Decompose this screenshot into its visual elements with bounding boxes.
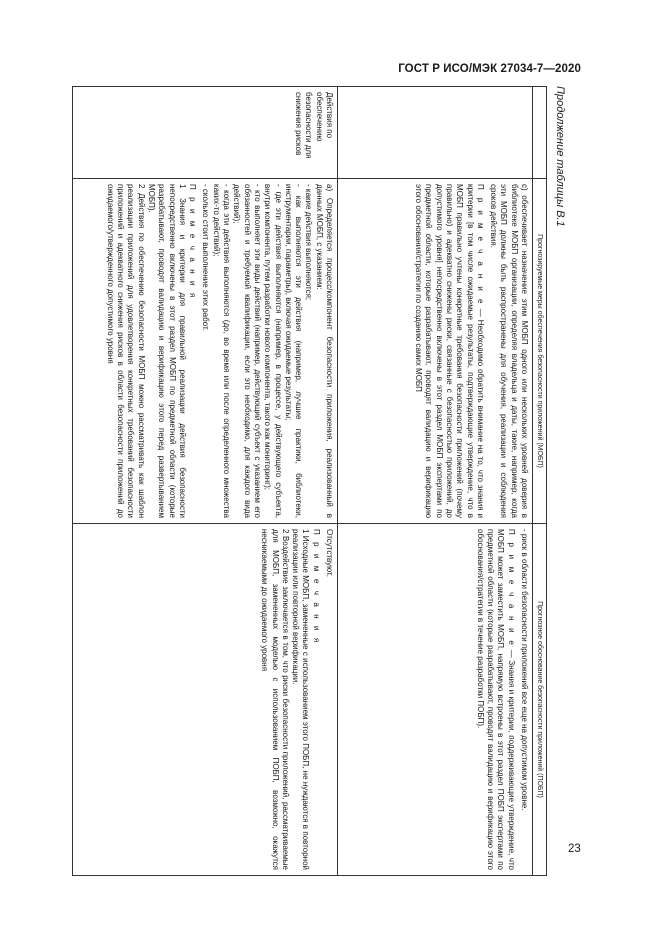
note-label: П р и м е ч а н и е xyxy=(506,529,516,648)
page-number: 23 xyxy=(568,843,581,855)
list-item: - кто выполняет эти виды действий (например, действующий субъект с указанием его обязанностей и требуемой квалификации, если это необходимо, для каждого вида действий); xyxy=(232,184,262,518)
header-col-measures: Прогнозируемые меры обеспечения безопасности приложений (МОБП) xyxy=(533,179,547,524)
header-col-label xyxy=(533,87,547,179)
measures-cell xyxy=(73,179,338,524)
measures-note xyxy=(413,184,485,518)
justification-intro: Отсутствуют. xyxy=(325,529,334,577)
note-text: — Необходимо обратить внимание на то, что знания и критерии [в том числе ожидаемые результаты, подтверждающие утверждение, что в МОБП правильно учтены конкретные требования безопасности приложений (почему правильно) и адекватно снижены риски, связанные с безопасностью приложений, до допустимого уровня] непосредственно включены в этот раздел МОБП экспертами по предметной области, которые разрабатывают, проводят валидацию и верификацию этого обоснования/стратегии по созданию самих МОБП xyxy=(414,184,485,518)
table-row xyxy=(73,87,338,876)
justification-paragraph: - риск в области безопасности приложений все еще на допустимом уровне. xyxy=(520,529,529,811)
note-item: 1 Знания и критерии для правильной реализации действия безопасности непосредственно включены в этот раздел МОБП по предметной области (которые разрабатывают, проводят валидацию и верификацию этого перед развертыванием МОБП). xyxy=(146,184,187,518)
row-label: Действия по обеспечению безопасности для снижения рисков xyxy=(73,87,338,179)
header-col-justification: Прогнозное обоснование безопасности приложений (ПОБП) xyxy=(533,524,547,876)
measures-paragraph: с) обеспечивает назначение этим МОБП одного или нескольких уровней доверия в библиотеке МОБП организации, определяя владельца и даты, такие, например, когда эти МОБП должны быть распространены для обучения, реализации и соблюдения сроков действия. xyxy=(489,184,529,518)
justification-cell xyxy=(73,524,338,876)
justification-cell xyxy=(338,524,533,876)
measures-intro: а) Определяется процесс/компонент безопасности приложения, реализованный в данных МОБП, с указанием: xyxy=(314,184,334,518)
note-item: 2 Действия по обеспечению безопасности МОБП можно рассматривать как шаблон реализации приложений для удовлетворения конкретных требований безопасности приложений и адекватного снижения рисков в области безопасности приложений до ожидаемого/утвержденного допустимого уровня xyxy=(105,184,146,518)
list-item: - какие действия выполняются; xyxy=(304,184,314,301)
table-row xyxy=(338,87,533,876)
note-item: 1 Исходные МОБП, замененные с использованием этого ПОБП, не нуждаются в повторной реализации или повторной верификации. xyxy=(291,529,311,870)
list-item: - сколько стоит выполнение этих работ. xyxy=(201,184,211,331)
notes-label: П р и м е ч а н и я xyxy=(311,529,321,645)
list-item: - когда эти действия выполняются (до, во время или после определенного множества каких-то действий); xyxy=(211,184,232,518)
list-item: - как выполняются эти действия (например, лучшие практики, библиотеки, инструментарии, параметры), включая ожидаемые результаты; xyxy=(283,184,304,518)
note-text: — Знания и критерии, поддерживающие утверждение, что МОБП может заместить МОБП, напрямую встроены в этот раздел ПОБП экспертами по предметной области (которые разрабатывают, проводят валидацию и верификацию этого обоснования/стратегии в течение разработки ПОБП). xyxy=(475,529,516,870)
notes-label: П р и м е ч а н и я xyxy=(188,184,198,300)
table-caption: Продолжение таблицы В.1 xyxy=(554,86,566,227)
standard-designation: ГОСТ Р ИСО/МЭК 27034-7—2020 xyxy=(398,63,581,75)
table-header-row xyxy=(533,87,547,876)
note-item: 2 Воздействие заключается в том, что риски безопасности приложений, рассматриваемые для МОБП, замененных моделью с использованием ПОБП, возможно, окажутся несникаемыми до ожидаемого уровня xyxy=(260,529,290,870)
list-item: - где эти действия выполняются (например, в процессе, у действующего субъекта, внутри компонента, путем разработки нового компонента, такого как мониторинг); xyxy=(263,184,283,518)
row-label xyxy=(338,87,533,179)
note-label: П р и м е ч а н и е xyxy=(475,184,485,307)
justification-table xyxy=(72,86,547,876)
measures-cell xyxy=(338,179,533,524)
justification-note xyxy=(475,529,516,870)
rotated-table-region xyxy=(92,86,566,875)
